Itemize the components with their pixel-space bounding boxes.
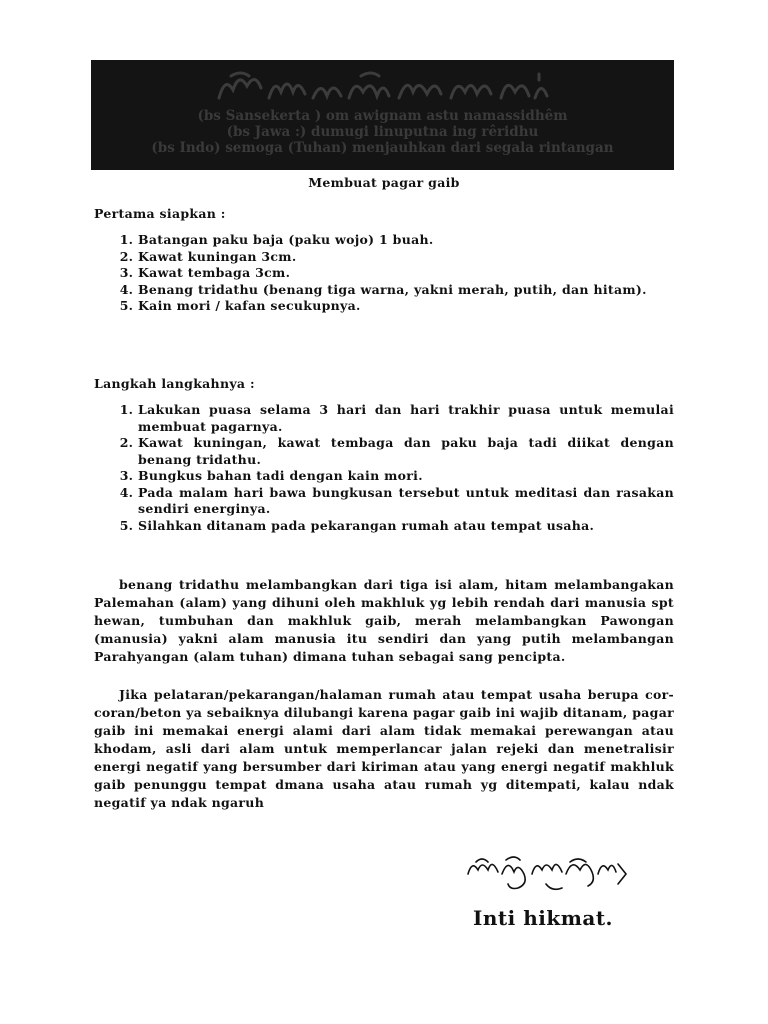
document-title: Membuat pagar gaib <box>308 175 460 190</box>
list-item: 2. Kawat kuningan 3cm. <box>138 249 674 266</box>
list-item: 1. Lakukan puasa selama 3 hari dan hari trakhir puasa untuk memulai membuat pagarnya. <box>138 402 674 435</box>
list-item: 4. Benang tridathu (benang tiga warna, yakni merah, putih, dan hitam). <box>138 282 674 299</box>
banner-sanskrit-line: (bs Sansekerta ) om awignam astu namassidhêm <box>197 108 568 124</box>
materials-list <box>94 232 674 315</box>
list-item: 5. Kain mori / kafan secukupnya. <box>138 298 674 315</box>
javanese-script-heading <box>91 68 674 106</box>
list-item: 1. Batangan paku baja (paku wojo) 1 buah. <box>138 232 674 249</box>
banner-javanese-line: (bs Jawa :) dumugi linuputna ing rêridhu <box>226 124 539 140</box>
closing-text: Inti hikmat. <box>473 906 614 930</box>
paragraph-instructions: Jika pelataran/pekarangan/halaman rumah atau tempat usaha berupa cor-coran/beton ya sebaiknya dilubangi karena pagar gaib ini wajib ditanam, pagar gaib ini memakai energi alami dari alam tidak memakai perewangan atau khodam, asli dari alam untuk memperlancar jalan rejeki dan menetralisir energi negatif yang bersumber dari kiriman atau yang energi negatif makhluk gaib penunggu tempat dmana usaha atau rumah yg ditempati, kalau ndak negatif ya ndak ngaruh <box>94 687 674 810</box>
steps-list <box>94 402 674 534</box>
list-item: 3. Kawat tembaga 3cm. <box>138 265 674 282</box>
list-item: 4. Pada malam hari bawa bungkusan tersebut untuk meditasi dan rasakan sendiri energinya. <box>138 485 674 518</box>
header-banner <box>91 60 674 170</box>
list-item: 5. Silahkan ditanam pada pekarangan rumah atau tempat usaha. <box>138 518 674 535</box>
list-item: 2. Kawat kuningan, kawat tembaga dan paku baja tadi diikat dengan benang tridathu. <box>138 435 674 468</box>
materials-heading: Pertama siapkan : <box>94 206 226 221</box>
list-item: 3. Bungkus bahan tadi dengan kain mori. <box>138 468 674 485</box>
banner-indonesian-line: (bs Indo) semoga (Tuhan) menjauhkan dari segala rintangan <box>151 140 614 156</box>
steps-heading: Langkah langkahnya : <box>94 376 255 391</box>
javanese-signature-script <box>462 852 632 896</box>
paragraph-tridathu: benang tridathu melambangkan dari tiga isi alam, hitam melambangakan Palemahan (alam) yang dihuni oleh makhluk yg lebih rendah dari manusia spt hewan, tumbuhan dan makhluk gaib, merah melambangkan Pawongan (manusia) yakni alam manusia itu sendiri dan yang putih melambangan Parahyangan (alam tuhan) dimana tuhan sebagai sang pencipta. <box>94 577 674 664</box>
